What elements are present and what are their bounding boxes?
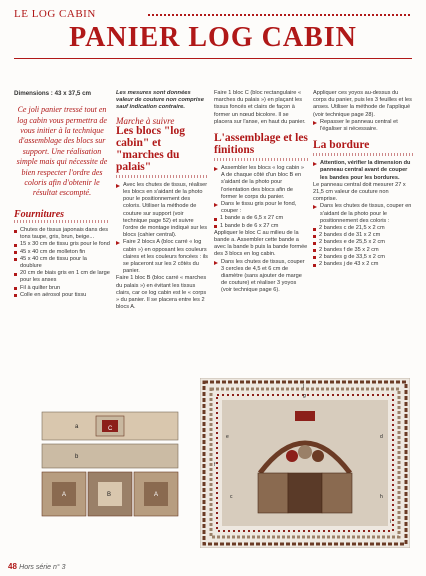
- page-title: PANIER LOG CABIN: [69, 22, 357, 53]
- supply-item: 20 cm de biais gris en 1 cm de large pour les anses: [14, 270, 110, 284]
- step-para: Faire 2 blocs A (bloc carré « log cabin ») en opposant les couleurs claires et les couleurs foncées : ils se placeront sur les 2 côtés du panier.: [116, 239, 208, 275]
- border-para: Le panneau central doit mesurer 27 x 21,5 cm valeur de couture non comprise.: [313, 181, 406, 203]
- dimensions: Dimensions : 43 x 37,5 cm: [14, 90, 92, 97]
- border-para: Dans les chutes de tissus, couper en s'aidant de la photo pour le positionnement des coloris :: [313, 203, 413, 225]
- quilt-bloc-c: [295, 411, 315, 421]
- supply-item: 45 x 40 cm de molleton fin: [14, 249, 110, 256]
- column-2: [116, 90, 208, 311]
- page-number: 48: [8, 562, 17, 571]
- supply-item: Colle en aérosol pour tissu: [14, 292, 110, 299]
- yoyo-3: [312, 450, 324, 462]
- diagram-label-b: b: [75, 454, 79, 460]
- yoyo-1: [286, 450, 298, 462]
- quilt-label-h: h: [380, 494, 383, 500]
- intro-text: Ce joli panier tressé tout en log cabin vous permettra de vous initier à la technique d'assemblage des blocs sur support. Une réalisation simple mais qui nécessite de bien respecter l'ordre des coloris afin d'obtenir le résultat escompté.: [16, 105, 108, 198]
- quilt-bloc-a-left: [258, 473, 288, 513]
- yoyo-para: Appliquer ces yoyos au-dessus du corps du panier, puis les 3 feuilles et les anses. Utiliser la méthode de l'appliqué (voir technique page 28).: [313, 90, 412, 118]
- quilt-label-f: f: [214, 462, 216, 468]
- step-para: Faire 1 bloc B (bloc carré « marches du palais ») en évitant les tissus clairs, car ce log cabin est le « corps » du panier. Il se placera entre les 2 blocs A.: [116, 275, 207, 311]
- assembly-heading: L'assemblage et les finitions: [214, 132, 308, 157]
- page-footer: [8, 562, 66, 571]
- band-item: 2 bandes e de 25,5 x 2 cm: [313, 239, 413, 246]
- assembly-para: Assembler les blocs « log cabin » A de chaque côté d'un bloc B en s'aidant de la photo pour l'orientation des blocs afin de former le corps du panier.: [214, 165, 308, 201]
- section-label: LE LOG CABIN: [14, 8, 96, 20]
- supply-item: 15 x 30 cm de tissu gris pour le fond: [14, 241, 110, 248]
- cut-item: 1 bande a de 6,5 x 27 cm: [214, 215, 308, 222]
- column-3: [214, 90, 308, 295]
- cut-item: 1 bande b de 6 x 27 cm: [214, 223, 308, 230]
- title-rule: [14, 58, 412, 59]
- assembly-para: Dans le tissu gris pour le fond, couper :: [214, 201, 308, 215]
- supply-item: Chutes de tissus japonais dans des tons taupe, gris, brun, beige...: [14, 227, 110, 241]
- diagram-label-a2: A: [154, 492, 159, 498]
- yoyo-2: [298, 445, 312, 459]
- step-para: Avec les chutes de tissus, réaliser les blocs en s'aidant de la photo pour le positionnement des coloris. Utiliser la méthode de couture sur support (voir technique page 52) et suivre l'ordre de montage indiqué sur les blocs (cahier central).: [116, 182, 208, 240]
- band-item: 2 bandes j de 43 x 2 cm: [313, 261, 413, 268]
- border-hatch: [313, 153, 413, 156]
- supplies-hatch: [14, 220, 110, 223]
- blocks-heading: Les blocs "log cabin" et "marches du palais": [116, 124, 185, 173]
- column-1: [14, 90, 110, 299]
- supplies-heading: Fournitures: [14, 208, 65, 220]
- quilt-label-d: d: [380, 434, 383, 440]
- diagram-label-b-block: B: [107, 492, 112, 498]
- step-label: Marche à suivre: [116, 115, 175, 126]
- quilt-photo: [200, 378, 410, 548]
- quilt-label-j: j: [303, 383, 305, 389]
- assembly-para: Appliquer le bloc C au milieu de la bande a. Assembler cette bande a avec la bande b puis la bande formée des 3 blocs en log cabin.: [214, 229, 308, 258]
- blocks-hatch: [116, 175, 208, 178]
- supplies-list: [14, 227, 110, 299]
- attention-para: Attention, vérifier la dimension du panneau central avant de couper les bandes pour les bordures.: [313, 160, 413, 182]
- assembly-diagram: [40, 410, 180, 540]
- diagram-label-a1: A: [62, 492, 67, 498]
- border-heading: La bordure: [313, 139, 370, 152]
- column-4: [313, 90, 413, 268]
- quilt-label-e: e: [226, 434, 229, 440]
- quilt-bloc-a-right: [322, 473, 352, 513]
- diagram-label-c: C: [108, 426, 113, 432]
- quilt-bloc-b: [288, 473, 322, 513]
- measurement-note: Les mesures sont données valeur de couture non comprise sauf indication contraire.: [116, 90, 204, 111]
- band-item: 2 bandes g de 33,5 x 2 cm: [313, 254, 413, 261]
- supply-item: Fil à quilter brun: [14, 285, 110, 292]
- assembly-para: Dans les chutes de tissus, couper 3 cercles de 4,5 et 6 cm de diamètre (sans ajouter de marge de couture) et réaliser 3 yoyos (voir technique page 6).: [214, 259, 308, 295]
- press-para: Repasser le panneau central et l'égaliser si nécessaire.: [313, 119, 413, 133]
- band-item: 2 bandes f de 35 x 2 cm: [313, 247, 413, 254]
- supply-item: 45 x 40 cm de tissu pour la doublure: [14, 256, 110, 270]
- band-item: 2 bandes c de 21,5 x 2 cm: [313, 225, 413, 232]
- band-item: 2 bandes d de 31 x 2 cm: [313, 232, 413, 239]
- band-b-strip: [42, 444, 178, 468]
- header-rule: [148, 14, 410, 21]
- quilt-label-c: c: [230, 494, 233, 500]
- publication-name: Hors série n° 3: [19, 564, 66, 571]
- diagram-label-a: a: [75, 424, 79, 430]
- quilt-label-g: g: [303, 393, 306, 399]
- quilt-label-i: i: [390, 519, 392, 525]
- bloc-c-para: Faire 1 bloc C (bloc rectangulaire « marches du palais ») en plaçant les tissus foncés et clairs de façon à former un nœud bicolore. Il se placera sur l'anse, en haut du panier.: [214, 90, 306, 125]
- assembly-hatch: [214, 158, 308, 161]
